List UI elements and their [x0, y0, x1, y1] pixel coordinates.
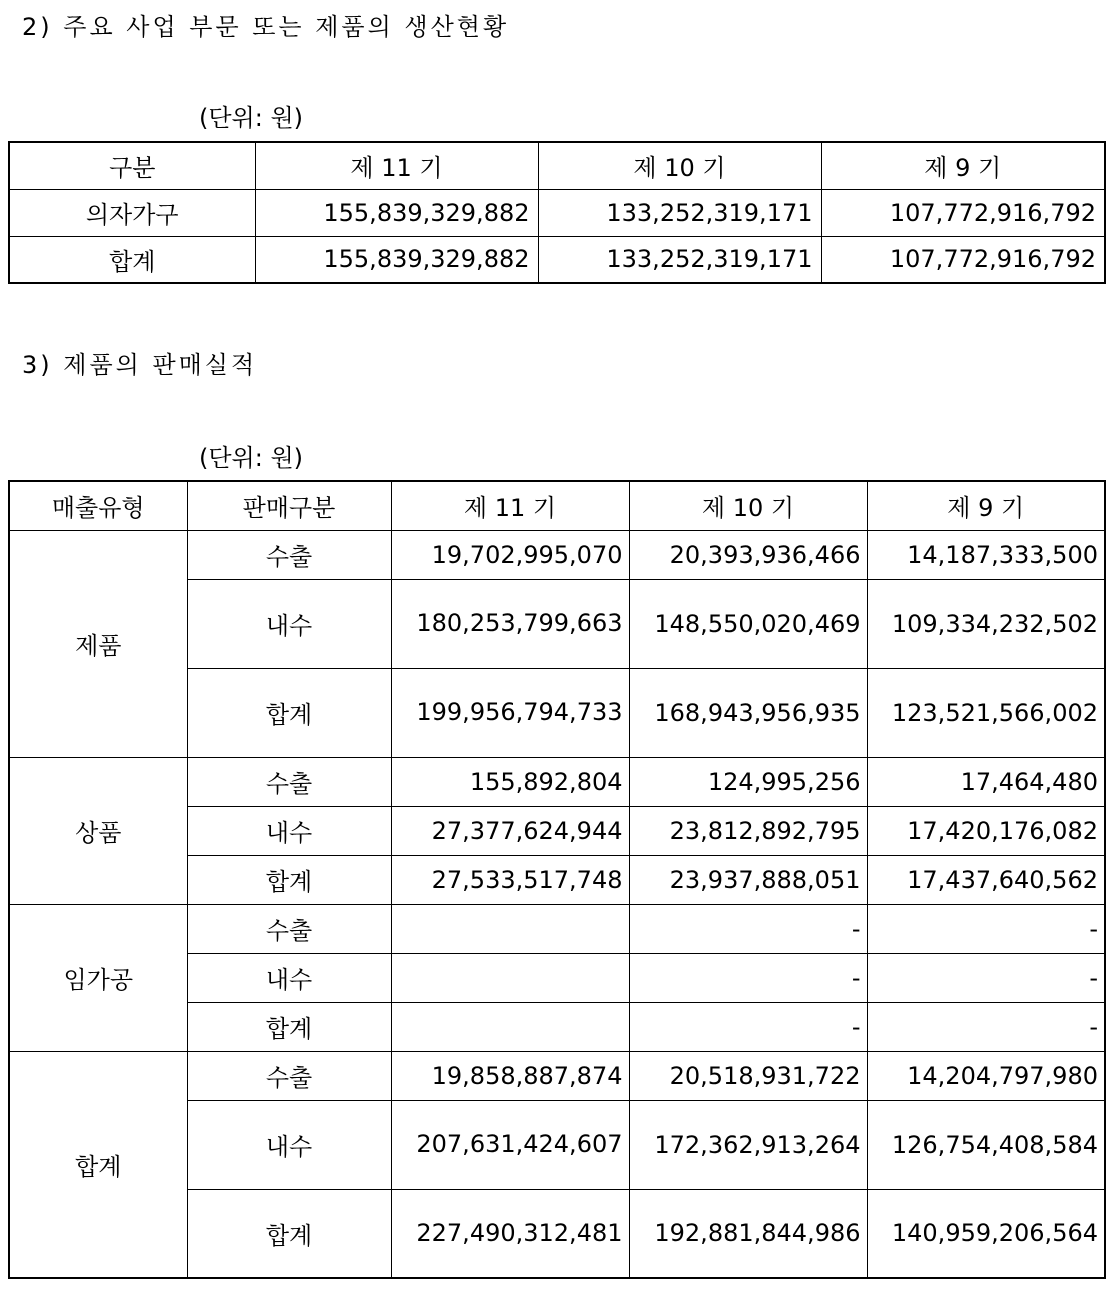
- value-cell: 207,631,424,607: [391, 1100, 629, 1189]
- header-cell: 매출유형: [9, 481, 187, 530]
- section-3-heading: 3) 제품의 판매실적: [22, 351, 258, 379]
- value-cell: 14,187,333,500: [867, 530, 1105, 579]
- header-cell: 제 11 기: [391, 481, 629, 530]
- value-cell: 107,772,916,792: [821, 189, 1105, 236]
- value-cell: 17,437,640,562: [867, 855, 1105, 904]
- sales-type-cell: 임가공: [9, 904, 187, 1051]
- sales-category-cell: 수출: [187, 904, 391, 953]
- value-cell: -: [629, 904, 867, 953]
- row-label: 의자가구: [9, 189, 255, 236]
- table-row: [9, 530, 1105, 579]
- header-cell: 제 11 기: [255, 142, 538, 189]
- value-cell: 123,521,566,002: [867, 668, 1105, 757]
- sales-table: [8, 480, 1106, 1279]
- value-cell: 155,839,329,882: [255, 236, 538, 283]
- sales-type-cell: 제품: [9, 530, 187, 757]
- row-label: 합계: [9, 236, 255, 283]
- value-cell: 20,518,931,722: [629, 1051, 867, 1100]
- header-cell: 구분: [9, 142, 255, 189]
- value-cell: [391, 1002, 629, 1051]
- value-cell: 199,956,794,733: [391, 668, 629, 757]
- value-cell: 27,533,517,748: [391, 855, 629, 904]
- value-cell: 19,858,887,874: [391, 1051, 629, 1100]
- sales-category-cell: 합계: [187, 855, 391, 904]
- value-cell: 126,754,408,584: [867, 1100, 1105, 1189]
- sales-category-cell: 내수: [187, 806, 391, 855]
- value-cell: 168,943,956,935: [629, 668, 867, 757]
- table-row: [9, 1051, 1105, 1100]
- value-cell: 27,377,624,944: [391, 806, 629, 855]
- value-cell: -: [867, 1002, 1105, 1051]
- value-cell: 133,252,319,171: [538, 236, 821, 283]
- value-cell: [391, 904, 629, 953]
- table-row: [9, 189, 1105, 236]
- production-table: [8, 141, 1106, 284]
- sales-type-cell: 합계: [9, 1051, 187, 1278]
- value-cell: -: [629, 953, 867, 1002]
- value-cell: -: [867, 904, 1105, 953]
- section-2-heading: 2) 주요 사업 부문 또는 제품의 생산현황: [22, 13, 510, 41]
- value-cell: 140,959,206,564: [867, 1189, 1105, 1278]
- header-cell: 제 9 기: [821, 142, 1105, 189]
- sales-type-cell: 상품: [9, 757, 187, 904]
- value-cell: 148,550,020,469: [629, 579, 867, 668]
- table-header-row: [9, 481, 1105, 530]
- value-cell: 14,204,797,980: [867, 1051, 1105, 1100]
- sales-category-cell: 내수: [187, 579, 391, 668]
- value-cell: 107,772,916,792: [821, 236, 1105, 283]
- value-cell: -: [867, 953, 1105, 1002]
- value-cell: 133,252,319,171: [538, 189, 821, 236]
- value-cell: 17,464,480: [867, 757, 1105, 806]
- sales-category-cell: 내수: [187, 953, 391, 1002]
- value-cell: 155,892,804: [391, 757, 629, 806]
- value-cell: 124,995,256: [629, 757, 867, 806]
- sales-category-cell: 합계: [187, 1189, 391, 1278]
- sales-category-cell: 수출: [187, 530, 391, 579]
- value-cell: [391, 953, 629, 1002]
- table-row: [9, 904, 1105, 953]
- header-cell: 제 10 기: [538, 142, 821, 189]
- value-cell: 155,839,329,882: [255, 189, 538, 236]
- section-3-unit: (단위: 원): [199, 444, 303, 472]
- value-cell: 227,490,312,481: [391, 1189, 629, 1278]
- header-cell: 제 9 기: [867, 481, 1105, 530]
- sales-category-cell: 합계: [187, 1002, 391, 1051]
- table-row: [9, 236, 1105, 283]
- value-cell: 172,362,913,264: [629, 1100, 867, 1189]
- sales-category-cell: 수출: [187, 1051, 391, 1100]
- table-header-row: [9, 142, 1105, 189]
- value-cell: 19,702,995,070: [391, 530, 629, 579]
- value-cell: 192,881,844,986: [629, 1189, 867, 1278]
- table-row: [9, 757, 1105, 806]
- sales-category-cell: 수출: [187, 757, 391, 806]
- value-cell: 23,812,892,795: [629, 806, 867, 855]
- header-cell: 판매구분: [187, 481, 391, 530]
- value-cell: 180,253,799,663: [391, 579, 629, 668]
- sales-category-cell: 합계: [187, 668, 391, 757]
- value-cell: 23,937,888,051: [629, 855, 867, 904]
- value-cell: 109,334,232,502: [867, 579, 1105, 668]
- value-cell: 17,420,176,082: [867, 806, 1105, 855]
- value-cell: -: [629, 1002, 867, 1051]
- sales-category-cell: 내수: [187, 1100, 391, 1189]
- header-cell: 제 10 기: [629, 481, 867, 530]
- value-cell: 20,393,936,466: [629, 530, 867, 579]
- section-2-unit: (단위: 원): [199, 104, 303, 132]
